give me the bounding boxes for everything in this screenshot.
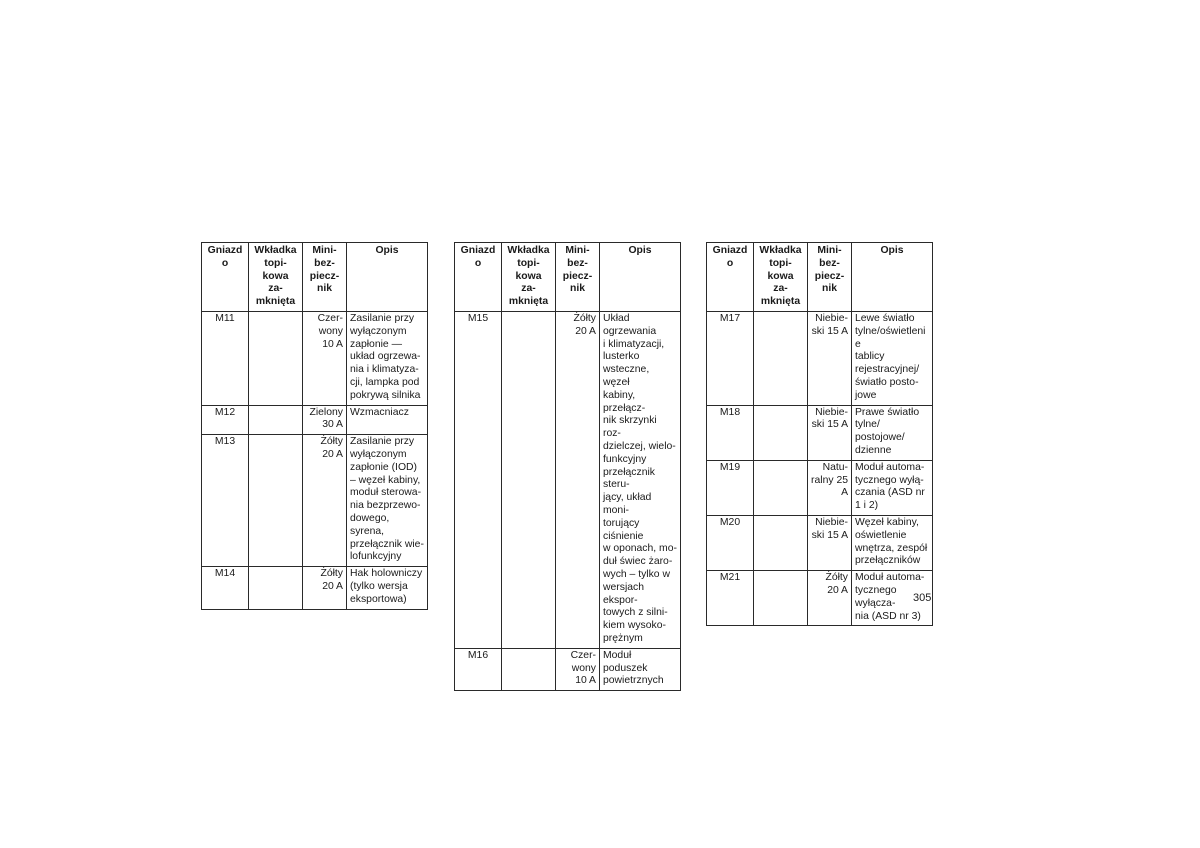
cell-socket: M21: [707, 571, 754, 626]
cell-socket: M15: [455, 311, 502, 648]
table-row: [707, 571, 933, 626]
cell-mini: Zielony 30 A: [303, 405, 347, 435]
cell-insert: [249, 567, 303, 609]
page-number: 305: [913, 592, 932, 604]
cell-insert: [754, 405, 808, 460]
header-desc: Opis: [852, 243, 933, 312]
fuse-table-1: [201, 242, 428, 610]
header-row: [455, 243, 681, 312]
header-insert: Wkładka topi- kowa za- mknięta: [502, 243, 556, 312]
table-row: [202, 405, 428, 435]
cell-mini: Natu- ralny 25 A: [808, 460, 852, 515]
cell-socket: M16: [455, 648, 502, 690]
cell-insert: [249, 435, 303, 567]
header-socket: Gniazdo: [707, 243, 754, 312]
cell-insert: [249, 311, 303, 405]
cell-mini: Czer- wony 10 A: [303, 311, 347, 405]
header-socket: Gniazdo: [202, 243, 249, 312]
cell-desc: Układ ogrzewania i klimatyzacji, lusterko wsteczne, węzeł kabiny, przełącz- nik skrzynki roz- dzielczej, wielo- funkcyjny przełącznik steru- jący, układ moni- torujący ciśnienie w oponach, mo- duł świec żaro- wych – tylko w wersjach ekspor- towych z silni- kiem wysoko- prężnym: [600, 311, 681, 648]
cell-desc: Hak holowniczy (tylko wersja eksportowa): [347, 567, 428, 609]
cell-desc: Zasilanie przy wyłączonym zapłonie (IOD) – węzeł kabiny, moduł sterowa- nia bezprzewo- dowego, syrena, przełącznik wie- lofunkcyjny: [347, 435, 428, 567]
cell-mini: Żółty 20 A: [303, 435, 347, 567]
cell-insert: [754, 571, 808, 626]
table-row: [202, 567, 428, 609]
cell-socket: M12: [202, 405, 249, 435]
fuse-table-2: [454, 242, 681, 691]
cell-mini: Żółty 20 A: [556, 311, 600, 648]
header-insert: Wkładka topi- kowa za- mknięta: [754, 243, 808, 312]
table-row: [707, 405, 933, 460]
cell-socket: M20: [707, 515, 754, 570]
cell-mini: Czer- wony 10 A: [556, 648, 600, 690]
cell-socket: M13: [202, 435, 249, 567]
cell-mini: Żółty 20 A: [303, 567, 347, 609]
header-desc: Opis: [347, 243, 428, 312]
cell-mini: Żółty 20 A: [808, 571, 852, 626]
table-row: [707, 515, 933, 570]
cell-insert: [754, 460, 808, 515]
cell-desc: Moduł poduszek powietrznych: [600, 648, 681, 690]
header-insert: Wkładka topi- kowa za- mknięta: [249, 243, 303, 312]
table-row: [202, 435, 428, 567]
cell-insert: [502, 648, 556, 690]
cell-insert: [754, 515, 808, 570]
cell-desc: Wzmacniacz: [347, 405, 428, 435]
header-desc: Opis: [600, 243, 681, 312]
cell-socket: M11: [202, 311, 249, 405]
cell-socket: M14: [202, 567, 249, 609]
header-mini: Mini- bez- piecz- nik: [556, 243, 600, 312]
table-row: [202, 311, 428, 405]
cell-socket: M18: [707, 405, 754, 460]
cell-insert: [502, 311, 556, 648]
cell-insert: [754, 311, 808, 405]
cell-mini: Niebie- ski 15 A: [808, 405, 852, 460]
cell-desc: Moduł automa- tycznego wyłącza- nia (ASD nr 3): [852, 571, 933, 626]
header-socket: Gniazdo: [455, 243, 502, 312]
cell-desc: Węzeł kabiny, oświetlenie wnętrza, zespół przełączników: [852, 515, 933, 570]
table-row: [707, 460, 933, 515]
header-mini: Mini- bez- piecz- nik: [303, 243, 347, 312]
cell-desc: Zasilanie przy wyłączonym zapłonie — układ ogrzewa- nia i klimatyza- cji, lampka pod pokrywą silnika: [347, 311, 428, 405]
cell-insert: [249, 405, 303, 435]
fuse-table-3: [706, 242, 933, 626]
cell-socket: M19: [707, 460, 754, 515]
table-row: [707, 311, 933, 405]
header-row: [707, 243, 933, 312]
cell-socket: M17: [707, 311, 754, 405]
header-mini: Mini- bez- piecz- nik: [808, 243, 852, 312]
cell-desc: Lewe światło tylne/oświetlenie tablicy rejestracyjnej/ światło posto- jowe: [852, 311, 933, 405]
cell-mini: Niebie- ski 15 A: [808, 311, 852, 405]
cell-mini: Niebie- ski 15 A: [808, 515, 852, 570]
header-row: [202, 243, 428, 312]
table-row: [455, 648, 681, 690]
cell-desc: Prawe światło tylne/ postojowe/ dzienne: [852, 405, 933, 460]
table-row: [455, 311, 681, 648]
cell-desc: Moduł automa- tycznego wyłą- czania (ASD nr 1 i 2): [852, 460, 933, 515]
